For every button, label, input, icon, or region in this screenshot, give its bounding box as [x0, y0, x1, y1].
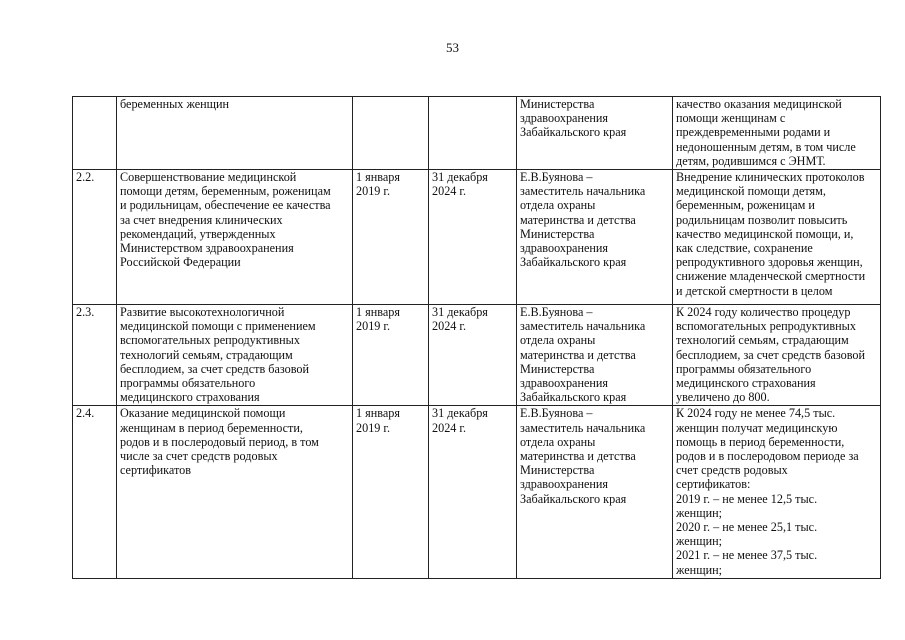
cell-text-line: сертификатов — [120, 463, 192, 478]
cell-end-date — [429, 406, 517, 579]
cell-text-line: Развитие высокотехнологичной — [120, 305, 285, 320]
cell-text-line: заместитель начальника — [520, 420, 646, 435]
cell-text-line: здравоохранения — [520, 477, 609, 492]
cell-start-date — [353, 97, 429, 170]
cell-text-line: Министерства — [520, 226, 595, 241]
cell-text-line: Е.В.Буянова – — [520, 305, 593, 320]
cell-text-line: вспомогательных репродуктивных — [676, 319, 856, 334]
cell-text-line: 2024 г. — [432, 319, 467, 334]
cell-text-line: Забайкальского края — [520, 255, 627, 270]
cell-measure — [117, 305, 353, 406]
cell-text-line: Оказание медицинской помощи — [120, 406, 286, 421]
cell-text-line: К 2024 году не менее 74,5 тыс. — [676, 406, 836, 421]
cell-text-line: беременным, роженицам и — [676, 198, 815, 213]
cell-text-line: материнства и детства — [520, 347, 636, 362]
cell-result — [673, 97, 881, 170]
cell-text-line: 31 декабря — [432, 406, 488, 421]
cell-text-line: отдела охраны — [520, 434, 596, 449]
cell-text-line: здравоохранения — [520, 111, 609, 126]
cell-text-line: материнства и детства — [520, 449, 636, 464]
cell-text-line: родов и в послеродовом периоде за — [676, 449, 859, 464]
cell-text-line: 2021 г. – не менее 37,5 тыс. — [676, 548, 818, 563]
cell-responsible — [517, 406, 673, 579]
cell-text-line: отдела охраны — [520, 198, 596, 213]
table-row — [73, 170, 881, 305]
cell-start-date — [353, 170, 429, 305]
cell-start-date — [353, 406, 429, 579]
cell-text-line: сертификатов: — [676, 477, 751, 492]
cell-text-line: Забайкальского края — [520, 125, 627, 140]
cell-text-line: Внедрение клинических протоколов — [676, 170, 865, 185]
cell-text-line: 2019 г. — [356, 319, 391, 334]
cell-text-line: женщин; — [676, 505, 723, 520]
cell-responsible — [517, 305, 673, 406]
cell-text-line: бесплодием, за счет средств базовой — [120, 361, 310, 376]
cell-text-line: женщин; — [676, 534, 723, 549]
cell-text-line: помощь в период беременности, — [676, 434, 845, 449]
cell-text-line: заместитель начальника — [520, 184, 646, 199]
cell-text-line: Е.В.Буянова – — [520, 170, 593, 185]
cell-result — [673, 305, 881, 406]
cell-text-line: медицинской помощи с применением — [120, 319, 316, 334]
cell-text-line: 1 января — [356, 305, 400, 320]
cell-text-line: 2019 г. – не менее 12,5 тыс. — [676, 491, 818, 506]
cell-text-line: медицинской помощи детям, — [676, 184, 826, 199]
cell-text-line: качество медицинской помощи, и, — [676, 226, 854, 241]
cell-text-line: недоношенным детям, в том числе — [676, 139, 856, 154]
cell-text-line: счет средств родовых — [676, 463, 788, 478]
cell-text-line: помощи детям, беременным, роженицам — [120, 184, 331, 199]
cell-text-line: медицинского страхования — [120, 390, 260, 405]
cell-measure — [117, 170, 353, 305]
cell-result — [673, 406, 881, 579]
cell-text-line: Министерства — [520, 97, 595, 111]
cell-text-line: рекомендаций, утвержденных — [120, 226, 276, 241]
cell-text-line: 2020 г. – не менее 25,1 тыс. — [676, 520, 818, 535]
cell-text-line: как следствие, сохранение — [676, 241, 813, 256]
cell-measure — [117, 406, 353, 579]
cell-text-line: Забайкальского края — [520, 390, 627, 405]
cell-text-line: бесплодием, за счет средств базовой — [676, 347, 866, 362]
cell-text-line: числе за счет средств родовых — [120, 449, 278, 464]
cell-text-line: Забайкальского края — [520, 491, 627, 506]
cell-text-line: 1 января — [356, 406, 400, 421]
cell-text-line: качество оказания медицинской — [676, 97, 842, 111]
cell-text-line: Е.В.Буянова – — [520, 406, 593, 421]
cell-text-line: родильницам позволит повысить — [676, 212, 848, 227]
cell-text-line: Российской Федерации — [120, 255, 241, 270]
cell-text-line: здравоохранения — [520, 376, 609, 391]
cell-number — [73, 97, 117, 170]
cell-text-line: здравоохранения — [520, 241, 609, 256]
table-row — [73, 97, 881, 170]
cell-text-line: материнства и детства — [520, 212, 636, 227]
cell-text-line: и детской смертности в целом — [676, 283, 833, 298]
cell-text-line: Совершенствование медицинской — [120, 170, 297, 185]
cell-text-line: программы обязательного — [120, 376, 256, 391]
cell-text-line: технологий семьям, страдающим — [676, 333, 849, 348]
cell-text-line: заместитель начальника — [520, 319, 646, 334]
table-row — [73, 406, 881, 579]
cell-text-line: 2024 г. — [432, 420, 467, 435]
cell-number: 2.3. — [73, 305, 117, 406]
cell-end-date — [429, 97, 517, 170]
cell-text-line: беременных женщин — [120, 97, 230, 111]
cell-end-date — [429, 305, 517, 406]
page-number: 53 — [446, 40, 459, 55]
cell-text-line: Министерством здравоохранения — [120, 241, 294, 256]
cell-number: 2.2. — [73, 170, 117, 305]
cell-text-line: помощи женщинам с — [676, 111, 786, 126]
measures-table — [72, 96, 881, 579]
cell-text-line: женщин получат медицинскую — [676, 420, 838, 435]
cell-text-line: технологий семьям, страдающим — [120, 347, 293, 362]
cell-end-date — [429, 170, 517, 305]
cell-text-line: К 2024 году количество процедур — [676, 305, 851, 320]
cell-text-line: Министерства — [520, 361, 595, 376]
cell-responsible — [517, 97, 673, 170]
cell-text-line: Министерства — [520, 463, 595, 478]
cell-text-line: медицинского страхования — [676, 376, 816, 391]
cell-text-line: детям, родившимся с ЭНМТ. — [676, 153, 826, 168]
cell-text-line: отдела охраны — [520, 333, 596, 348]
cell-text-line: 31 декабря — [432, 170, 488, 185]
table-row — [73, 305, 881, 406]
cell-text-line: родов и в послеродовый период, в том — [120, 434, 319, 449]
cell-text-line: за счет внедрения клинических — [120, 212, 283, 227]
measures-table-body — [73, 97, 881, 579]
cell-text-line: программы обязательного — [676, 361, 812, 376]
cell-text-line: снижение младенческой смертности — [676, 269, 866, 284]
cell-text-line: вспомогательных репродуктивных — [120, 333, 300, 348]
cell-measure — [117, 97, 353, 170]
cell-text-line: преждевременными родами и — [676, 125, 831, 140]
cell-text-line: 31 декабря — [432, 305, 488, 320]
cell-start-date — [353, 305, 429, 406]
cell-text-line: женщинам в период беременности, — [120, 420, 303, 435]
cell-text-line: 1 января — [356, 170, 400, 185]
cell-text-line: и родильницам, обеспечение ее качества — [120, 198, 331, 213]
cell-text-line: увеличено до 800. — [676, 390, 770, 405]
cell-text-line: 2019 г. — [356, 420, 391, 435]
cell-text-line: 2019 г. — [356, 184, 391, 199]
cell-result — [673, 170, 881, 305]
cell-text-line: женщин; — [676, 562, 723, 577]
cell-responsible — [517, 170, 673, 305]
cell-text-line: репродуктивного здоровья женщин, — [676, 255, 863, 270]
cell-number: 2.4. — [73, 406, 117, 579]
cell-text-line: 2024 г. — [432, 184, 467, 199]
